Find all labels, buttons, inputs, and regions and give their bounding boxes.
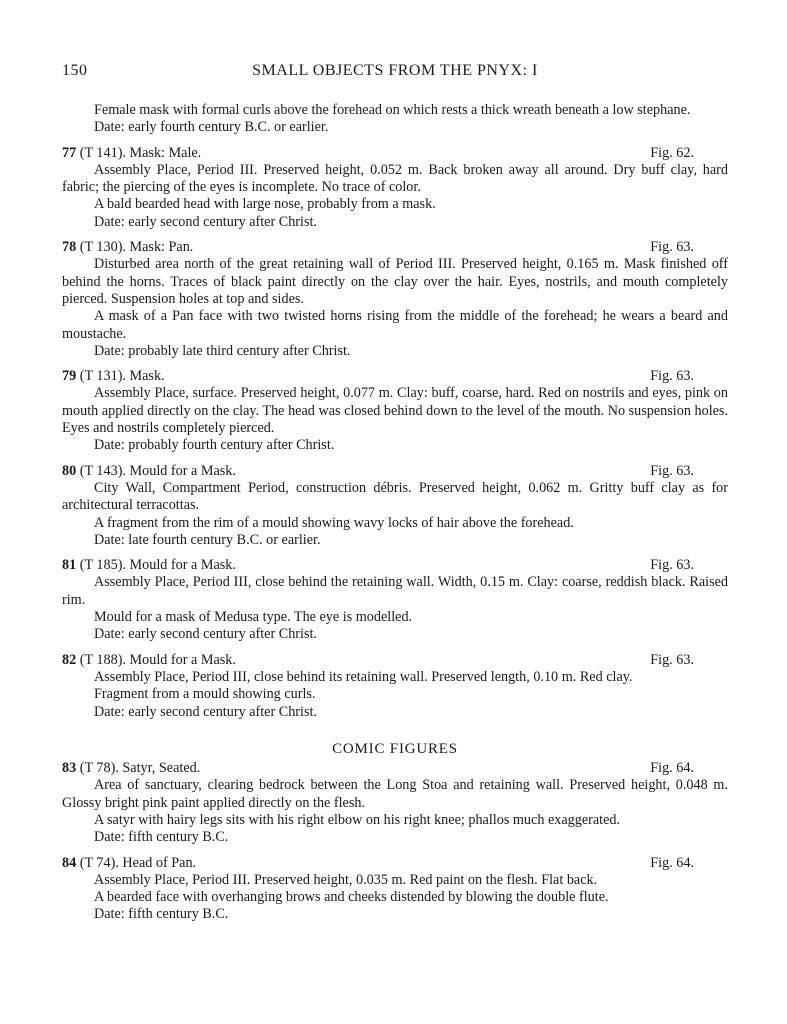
entry-title: (T 185). Mould for a Mask. — [76, 557, 236, 574]
paragraph: Mould for a mask of Medusa type. The eye is modelled. — [94, 609, 413, 626]
entry-number: 78 — [62, 239, 77, 256]
figure-reference: Fig. 64. — [650, 854, 694, 871]
figure-reference: Fig. 64. — [650, 760, 694, 777]
running-head — [62, 62, 728, 84]
paragraph: A mask of a Pan face with two twisted horns rising from the middle of the forehead; he wears a beard and moustache. — [62, 308, 728, 342]
date-line: Date: early fourth century B.C. or earlier. — [94, 119, 329, 136]
figure-reference: Fig. 63. — [650, 239, 694, 256]
date-line: Date: early second century after Christ. — [94, 703, 317, 720]
date-line: Date: late fourth century B.C. or earlier. — [94, 531, 321, 548]
entry-number: 84 — [62, 854, 77, 871]
entry-number: 79 — [62, 368, 77, 385]
entry-title: (T 188). Mould for a Mask. — [76, 651, 236, 668]
entry-heading — [62, 855, 728, 872]
paragraph: A bearded face with overhanging brows and cheeks distended by blowing the double flute. — [94, 889, 609, 906]
paragraph: A fragment from the rim of a mould showing wavy locks of hair above the forehead. — [94, 514, 574, 531]
paragraph: Assembly Place, Period III, close behind its retaining wall. Preserved length, 0.10 m. Red clay. — [94, 668, 633, 685]
paragraph: Assembly Place, Period III. Preserved height, 0.052 m. Back broken away all around. Dry buff clay, hard fabric; the piercing of the eyes is incomplete. No trace of color. — [62, 161, 728, 196]
figure-reference: Fig. 63. — [650, 462, 694, 479]
entry-title: (T 130). Mask: Pan. — [76, 239, 194, 256]
figure-reference: Fig. 63. — [650, 651, 694, 668]
paragraph: A bald bearded head with large nose, probably from a mask. — [94, 196, 436, 213]
paragraph: Assembly Place, surface. Preserved height, 0.077 m. Clay: buff, coarse, hard. Red on nostrils and eyes, pink on mouth applied directly on the clay. The head was closed behind down to the level of the mouth. No suspension holes. Eyes and nostrils completely pierced. — [62, 385, 728, 437]
entry-number: 77 — [62, 144, 77, 161]
figure-reference: Fig. 63. — [650, 368, 694, 385]
entry-heading — [62, 145, 728, 162]
entry-number: 80 — [62, 462, 77, 479]
entry-heading — [62, 463, 728, 480]
date-line: Date: probably late third century after Christ. — [94, 342, 351, 359]
paragraph: Area of sanctuary, clearing bedrock between the Long Stoa and retaining wall. Preserved height, 0.048 m. Glossy bright pink paint applied directly on the flesh. — [62, 777, 728, 811]
entry-heading — [62, 557, 728, 574]
entry-number: 83 — [62, 760, 77, 777]
entry-heading — [62, 652, 728, 669]
entry-number: 82 — [62, 651, 77, 668]
catalogue-entry-77 — [62, 145, 728, 231]
catalogue-entry-78 — [62, 239, 728, 360]
entry-heading — [62, 368, 728, 385]
catalogue-entry-81 — [62, 557, 728, 643]
figure-reference: Fig. 63. — [650, 557, 694, 574]
section-heading: COMIC FIGURES — [332, 740, 458, 757]
entry-title: (T 141). Mask: Male. — [76, 144, 202, 161]
entry-title: (T 78). Satyr, Seated. — [76, 760, 201, 777]
catalogue-entry-79 — [62, 368, 728, 454]
entry-title: (T 143). Mould for a Mask. — [76, 462, 236, 479]
date-line: Date: early second century after Christ. — [94, 626, 317, 643]
page-number: 150 — [62, 62, 88, 79]
entry-title: (T 74). Head of Pan. — [76, 854, 197, 871]
catalogue-entry-83 — [62, 760, 728, 846]
date-line: Date: fifth century B.C. — [94, 906, 229, 923]
document-page — [62, 62, 728, 924]
catalogue-entry-84 — [62, 855, 728, 924]
entry-number: 81 — [62, 557, 77, 574]
paragraph: Disturbed area north of the great retaining wall of Period III. Preserved height, 0.165 m. Mask finished off behind the horns. Traces of black paint directly on the clay over the hair. Eyes, nostrils, and mouth completely pierced. Suspension holes at top and sides. — [62, 256, 728, 307]
running-title: SMALL OBJECTS FROM THE PNYX: I — [252, 62, 538, 79]
entry-heading — [62, 239, 728, 256]
catalogue-entry-82 — [62, 652, 728, 721]
figure-reference: Fig. 62. — [650, 144, 694, 161]
paragraph: Assembly Place, Period III, close behind the retaining wall. Width, 0.15 m. Clay: coarse, reddish black. Raised rim. — [62, 574, 728, 608]
intro-block — [62, 102, 728, 137]
paragraph: City Wall, Compartment Period, construction débris. Preserved height, 0.062 m. Gritty buff clay as for architectural terracottas. — [62, 479, 728, 514]
entry-title: (T 131). Mask. — [76, 368, 165, 385]
paragraph: Assembly Place, Period III. Preserved height, 0.035 m. Red paint on the flesh. Flat back. — [94, 871, 598, 888]
entry-heading — [62, 760, 728, 777]
paragraph: A satyr with hairy legs sits with his right elbow on his right knee; phallos much exaggerated. — [94, 811, 621, 828]
page-content — [62, 102, 728, 924]
date-line: Date: probably fourth century after Christ. — [94, 437, 335, 454]
paragraph: Fragment from a mould showing curls. — [94, 686, 316, 703]
date-line: Date: early second century after Christ. — [94, 213, 317, 230]
paragraph: Female mask with formal curls above the forehead on which rests a thick wreath beneath a low stephane. — [94, 102, 691, 118]
date-line: Date: fifth century B.C. — [94, 829, 229, 846]
catalogue-entry-80 — [62, 463, 728, 549]
